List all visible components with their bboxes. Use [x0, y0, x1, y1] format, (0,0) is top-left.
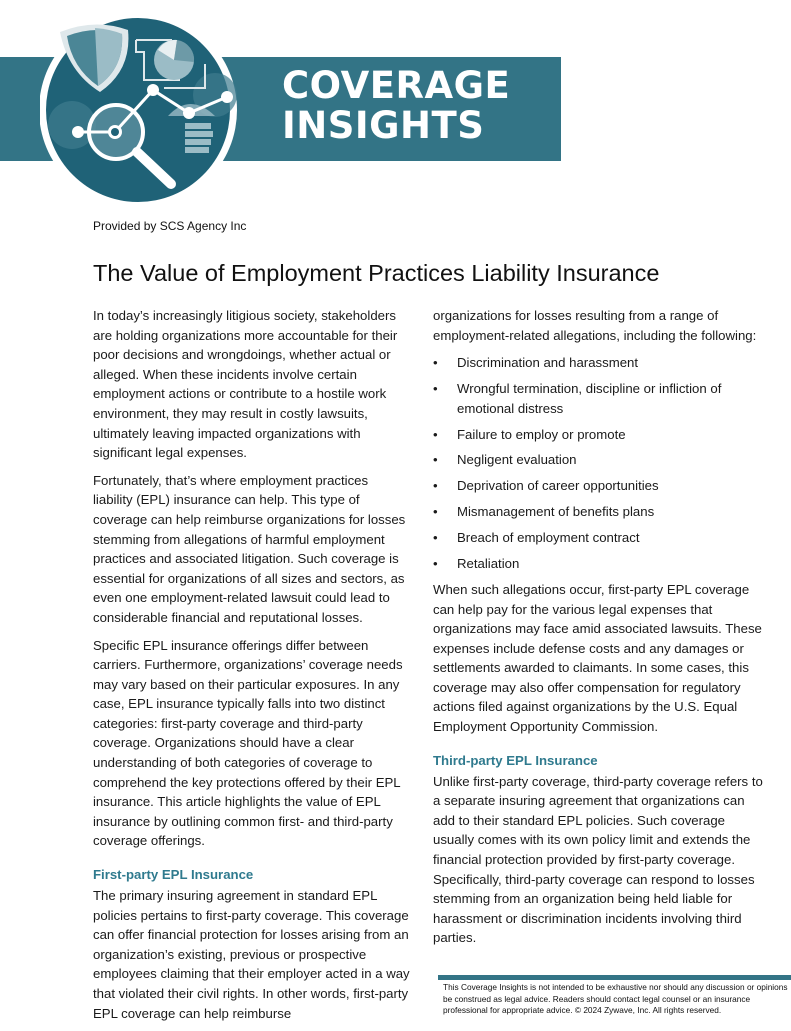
bullet-icon: • — [433, 556, 438, 572]
bullet-icon: • — [433, 381, 438, 397]
bullet-icon: • — [433, 530, 438, 546]
coverage-insights-title — [282, 66, 510, 146]
list-item-text: Breach of employment contract — [457, 530, 640, 546]
list-item — [433, 528, 763, 548]
list-item — [433, 502, 763, 522]
bullet-icon: • — [433, 452, 438, 468]
provided-by: Provided by SCS Agency Inc — [93, 219, 247, 233]
paragraph: In today’s increasingly litigious society, stakeholders are holding organizations more accountable for their poor decisions and wrongdoings, whether actual or alleged. When these incidents involve certain employment actions or contribute to a hostile work environment, they may result in costly lawsuits, ultimately leaving impacted organizations with significant legal expenses. — [93, 308, 398, 461]
footer-divider — [438, 975, 791, 980]
paragraph: Specific EPL insurance offerings differ between carriers. Furthermore, organizations’ coverage needs may vary based on their particular exposures. In any case, EPL insurance typically falls into two distinct categories: first-party coverage and third-party coverage. Organizations should have a clear understanding of both categories of coverage to comprehend the key protections offered by their EPL insurance. This article highlights the value of EPL insurance by outlining common first- and third-party coverage offerings. — [93, 637, 403, 849]
list-item — [433, 554, 763, 574]
list-item-text: Discrimination and harassment — [457, 355, 639, 371]
list-item — [433, 450, 763, 470]
paragraph: Unlike first-party coverage, third-party coverage refers to a separate insuring agreement that organizations can add to their standard EPL policies. Such coverage usually comes with its own policy limit and extends the financial protection provided by first-party coverage. Specifically, third-party coverage can respond to losses stemming from an organization being held liable for harassment or discrimination incidents involving third parties. — [433, 773, 763, 946]
bullet-icon: • — [433, 478, 438, 494]
title-line-2: INSIGHTS — [282, 104, 485, 147]
title-line-1: COVERAGE — [282, 64, 511, 107]
paragraph: The primary insuring agreement in standard EPL policies pertains to first-party coverage. This coverage can offer financial protection for losses arising from an organization’s existing, previous or prospective employees claiming that their employer acted in a way that violated their civil rights. In other words, first-party EPL coverage can help reimburse — [93, 888, 410, 1021]
list-item — [433, 379, 763, 418]
bullet-icon: • — [433, 504, 438, 520]
footer-disclaimer: This Coverage Insights is not intended to be exhaustive nor should any discussion or opinions be construed as legal advice. Readers should contact legal counsel or an insurance professional for appropriate advice. © 2024 Zywave, Inc. All rights reserved. — [443, 982, 788, 1016]
coverage-insights-logo-icon — [40, 0, 260, 210]
paragraph: When such allegations occur, first-party EPL coverage can help pay for the various legal expenses that organizations may face amid associated lawsuits. These expenses include defense costs and any damages or settlements awarded to claimants. In some cases, this coverage may also offer compensation for regulatory actions filed against organizations by the U.S. Equal Employment Opportunity Commission. — [433, 581, 762, 735]
paragraph: organizations for losses resulting from a range of employment-related allegations, including the following: — [433, 308, 757, 343]
list-item-text: Mismanagement of benefits plans — [457, 504, 655, 520]
list-item-text: Deprivation of career opportunities — [457, 478, 659, 494]
section-heading-third-party: Third-party EPL Insurance — [433, 752, 598, 768]
right-column — [433, 306, 763, 956]
list-item — [433, 476, 763, 496]
section-heading-first-party: First-party EPL Insurance — [93, 867, 254, 883]
document-title: The Value of Employment Practices Liability Insurance — [93, 260, 660, 286]
list-item — [433, 425, 763, 445]
allegations-list — [433, 353, 763, 573]
bullet-icon: • — [433, 355, 438, 371]
paragraph: Fortunately, that’s where employment practices liability (EPL) insurance can help. This type of coverage can help reimburse organizations for losses stemming from allegations of harmful employment practices and associated litigation. Such coverage is essential for organizations of all sizes and sectors, as even one employment-related lawsuit could lead to considerable financial and reputational losses. — [93, 472, 406, 625]
list-item-text: Failure to employ or promote — [457, 426, 626, 442]
list-item-text: Wrongful termination, discipline or infliction of emotional distress — [457, 381, 722, 416]
list-item — [433, 353, 763, 373]
list-item-text: Negligent evaluation — [457, 452, 577, 468]
list-item-text: Retaliation — [457, 556, 520, 572]
bullet-icon: • — [433, 426, 438, 442]
left-column — [93, 306, 411, 1031]
